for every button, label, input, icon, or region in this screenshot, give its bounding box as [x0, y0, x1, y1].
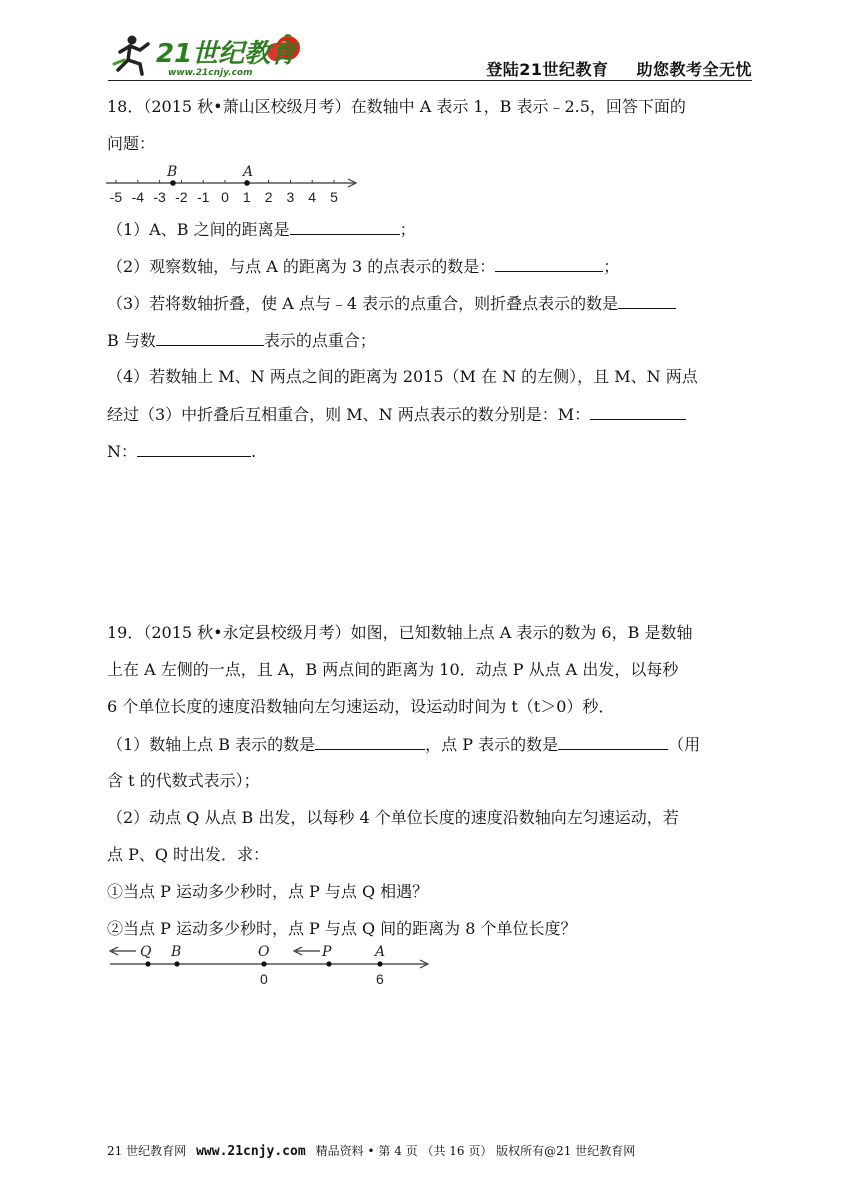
- slogan-right: 助您教考全无忧: [636, 60, 752, 79]
- q18-label-b: B: [167, 164, 178, 180]
- q18-label-a: A: [243, 164, 254, 180]
- q18-stem-line2: 问题：: [107, 134, 156, 153]
- slogan-left: 登陆21世纪教育: [486, 60, 609, 79]
- runner-icon: [114, 36, 148, 75]
- q18-part4-line3: [107, 440, 256, 463]
- svg-text:www.21cnjy.com: www.21cnjy.com: [168, 68, 253, 78]
- q19-stem-line3: 6 个单位长度的速度沿数轴向左匀速运动，设运动时间为 t（t＞0）秒．: [107, 697, 615, 716]
- q19-part1-line1: [107, 733, 700, 756]
- q19-number-line: [104, 940, 434, 992]
- q18-tick-label: 0: [221, 189, 229, 205]
- q18-tick-label: -2: [175, 189, 188, 205]
- header-slogan: [486, 57, 752, 80]
- q19-point-p-dot: [326, 961, 331, 966]
- footer-url[interactable]: www.21cnjy.com: [196, 1144, 306, 1159]
- q19-point-b-dot: [174, 961, 179, 966]
- q19-label-q: Q: [140, 944, 152, 960]
- q18-part2-end: ；: [603, 257, 620, 276]
- q18-tick-label: 5: [330, 189, 338, 205]
- q18-part2-blank[interactable]: [495, 255, 603, 272]
- q18-stem-line1: 18．（2015 秋•萧山区校级月考）在数轴中 A 表示 1，B 表示﹣2.5，回答下面的: [107, 97, 686, 116]
- q19-part1-blank-b[interactable]: [315, 733, 425, 750]
- q19-num-o: 0: [260, 971, 268, 987]
- footer-site: 21 世纪教育网: [107, 1144, 187, 1158]
- q18-part3-text: （3）若将数轴折叠，使 A 点与﹣4 表示的点重合，则折叠点表示的数是: [107, 294, 619, 313]
- p-left-arrow-icon: [294, 947, 320, 955]
- header-divider: [108, 80, 752, 81]
- q18-tick-label: 1: [242, 189, 251, 205]
- footer-info: 精品资料 • 第 4 页 （共 16 页） 版权所有@21 世纪教育网: [315, 1144, 636, 1158]
- q18-tick-label: -5: [109, 189, 123, 205]
- q19-label-b: B: [171, 944, 182, 960]
- q18-part4-blank-m[interactable]: [590, 403, 686, 420]
- q18-tick-label: -3: [153, 189, 166, 205]
- q19-part1-line2: 含 t 的代数式表示）；: [107, 771, 260, 790]
- q19-point-a-dot: [377, 961, 382, 966]
- q-left-arrow-icon: [110, 947, 136, 955]
- q18-part1-blank[interactable]: [290, 218, 400, 235]
- q18-part1: [107, 218, 416, 241]
- q19-part1-mid: ，点 P 表示的数是: [425, 735, 559, 754]
- q18-part3-blank2[interactable]: [156, 329, 264, 346]
- q19-sub1: ①当点 P 运动多少秒时，点 P 与点 Q 相遇？: [107, 882, 429, 901]
- q19-sub2: ②当点 P 运动多少秒时，点 P 与点 Q 间的距离为 8 个单位长度？: [107, 919, 577, 938]
- q19-label-o: O: [258, 944, 270, 960]
- q18-part4-line1: （4）若数轴上 M、N 两点之间的距离为 2015（M 在 N 的左侧），且 M、N 两点: [107, 367, 698, 386]
- q19-label-a: A: [375, 944, 386, 960]
- q19-stem-line2: 上在 A 左侧的一点，且 A，B 两点间的距离为 10．动点 P 从点 A 出发，以每秒: [107, 660, 679, 679]
- q18-tick-label: 3: [286, 189, 295, 205]
- q18-tick-label: 2: [264, 189, 273, 205]
- q18-part1-end: ；: [399, 220, 416, 239]
- q19-part1-text: （1）数轴上点 B 表示的数是: [107, 735, 316, 754]
- q19-stem-line1: 19．（2015 秋•永定县校级月考）如图，已知数轴上点 A 表示的数为 6，B 是数轴: [107, 623, 693, 642]
- q18-part1-text: （1）A、B 之间的距离是: [107, 220, 290, 239]
- svg-text:21世纪教育: 21世纪教育: [156, 39, 297, 69]
- q18-part3-line1: [107, 292, 676, 315]
- q19-num-a: 6: [376, 971, 384, 987]
- q18-part3-end: 表示的点重合；: [263, 331, 376, 350]
- q18-part4-end: .: [251, 442, 257, 461]
- q19-part1-blank-p[interactable]: [558, 733, 668, 750]
- q18-point-a-dot: [244, 180, 250, 186]
- q18-part2: [107, 255, 619, 278]
- q18-part4-line2: [107, 403, 686, 426]
- q19-point-q-dot: [145, 961, 150, 966]
- q18-part3-blank1[interactable]: [618, 292, 676, 309]
- q18-part4-n-label: N：: [107, 442, 138, 461]
- q18-part4-text: 经过（3）中折叠后互相重合，则 M、N 两点表示的数分别是：M：: [107, 405, 591, 424]
- q18-part3-line2: [107, 329, 376, 352]
- page-footer: [107, 1142, 635, 1159]
- q18-point-b-dot: [170, 180, 176, 186]
- q18-tick-label: -4: [131, 189, 145, 205]
- q19-part1-end: （用: [668, 735, 701, 754]
- 21cnjy-logo: [110, 30, 310, 78]
- page-header: [108, 30, 752, 82]
- q19-label-p: P: [322, 944, 332, 960]
- q19-part2-line1: （2）动点 Q 从点 B 出发，以每秒 4 个单位长度的速度沿数轴向左匀速运动，若: [107, 808, 679, 827]
- q18-part2-text: （2）观察数轴，与点 A 的距离为 3 的点表示的数是：: [107, 257, 496, 276]
- q18-number-line: [104, 160, 364, 206]
- q18-part3-text2: B 与数: [107, 331, 156, 350]
- q18-tick-label: -1: [196, 189, 210, 205]
- q19-part2-line2: 点 P、Q 时出发．求：: [107, 845, 270, 864]
- q18-tick-label: 4: [308, 189, 317, 205]
- q18-part4-blank-n[interactable]: [137, 440, 251, 457]
- q19-point-o-dot: [261, 961, 266, 966]
